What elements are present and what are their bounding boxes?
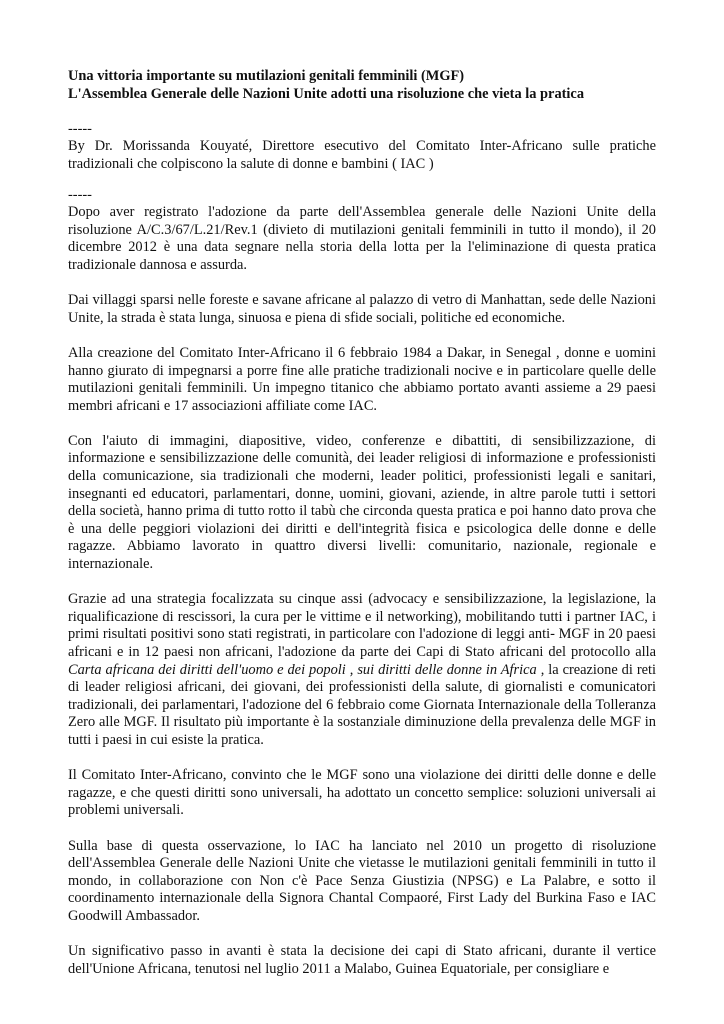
separator-2: ----- — [68, 186, 92, 203]
document-title-line1: Una vittoria importante su mutilazioni genitali femminili (MGF) — [68, 68, 465, 84]
paragraph-6: Il Comitato Inter-Africano, convinto che le MGF sono una violazione dei diritti delle donne e delle ragazze, e che questi diritti sono universali, ha adottato un concetto semplice: soluzioni universali ai problemi universali. — [68, 767, 656, 819]
paragraph-8: Un significativo passo in avanti è stata la decisione dei capi di Stato africani, durante il vertice dell'Unione Africana, tenutosi nel luglio 2011 a Malabo, Guinea Equatoriale, per consigliare e — [68, 943, 656, 977]
charter-title: Carta africana dei diritti dell'uomo e dei popoli , sui diritti delle donne in Africa — [68, 661, 537, 678]
paragraph-1: Dopo aver registrato l'adozione da parte dell'Assemblea generale delle Nazioni Unite della risoluzione A/C.3/67/L.21/Rev.1 (divieto di mutilazioni genitali femminili in tutto il mondo), il 20 dicembre 2012 è una data segnare nella storia della lotta per la l'eliminazione di questa pratica tradizionale dannosa e assurda. — [68, 204, 656, 273]
document-page — [68, 68, 656, 978]
paragraph-3: Alla creazione del Comitato Inter-Africano il 6 febbraio 1984 a Dakar, in Senegal , donne e uomini hanno giurato di impegnarsi a porre fine alle pratiche tradizionali nocive e in particolare quelle delle mutilazioni genitali femminili. Un impegno titanico che abbiamo portato avanti assieme a 29 paesi membri africani e 17 associazioni affiliate come IAC. — [68, 344, 656, 414]
paragraph-7: Sulla base di questa osservazione, lo IAC ha lanciato nel 2010 un progetto di risoluzione dell'Assemblea Generale delle Nazioni Unite che vietasse le mutilazioni genitali femminili in tutto il mondo, in collaborazione con Non c'è Pace Senza Giustizia (NPSG) e La Palabre, e sotto il coordinamento internazionale della Signora Chantal Compaoré, First Lady del Burkina Faso e IAC Goodwill Ambassador. — [68, 837, 656, 924]
paragraph-5-part2: , la creazione di reti di leader religiosi africani, dei giovani, dei professionisti della salute, di giornalisti e comunicatori tradizionali, dei parlamentari, l'adozione del 6 febbraio come Giornata Internazionale della Tolleranza Zero alle MGF. Il risultato più importante è la sostanziale diminuzione della prevalenza delle MGF in tutti i paesi in cui esiste la pratica. — [68, 661, 656, 748]
separator-1: ----- — [68, 120, 92, 137]
paragraph-4: Con l'aiuto di immagini, diapositive, video, conferenze e dibattiti, di sensibilizzazione, di informazione e sensibilizzazione delle comunità, dei leader religiosi di informazione e professionisti della comunicazione, sia tradizionali che moderni, leader politici, professionisti legali e sanitari, insegnanti ed educatori, parlamentari, donne, uomini, giovani, aziende, in altre parole tutti i settori della società, hanno prima di tutto rotto il tabù che circonda questa pratica e poi hanno dato prova che è una delle peggiori violazioni dei diritti e dell'integrità fisica e psicologica delle donne e delle ragazze. Abbiamo lavorato in quattro diversi livelli: comunitario, nazionale, regionale e internazionale. — [68, 432, 656, 573]
byline: By Dr. Morissanda Kouyaté, Direttore esecutivo del Comitato Inter-Africano sulle pratiche tradizionali che colpiscono la salute di donne e bambini ( IAC ) — [68, 138, 656, 172]
document-title-line2: L'Assemblea Generale delle Nazioni Unite adotti una risoluzione che vieta la pratica — [68, 85, 585, 102]
paragraph-2: Dai villaggi sparsi nelle foreste e savane africane al palazzo di vetro di Manhattan, sede delle Nazioni Unite, la strada è stata lunga, sinuosa e piena di sfide sociali, politiche ed economiche. — [68, 292, 656, 326]
paragraph-5 — [68, 591, 656, 749]
paragraph-5-part1: Grazie ad una strategia focalizzata su cinque assi (advocacy e sensibilizzazione, la legislazione, la riqualificazione di rescissori, la cura per le vittime e il networking), mobilitando tutti i partner IAC, i primi risultati positivi sono stati registrati, in particolare con l'adozione di leggi anti- MGF in 20 paesi africani e in 12 paesi non africani, l'adozione da parte dei Capi di Stato africani del protocollo alla — [68, 591, 656, 660]
